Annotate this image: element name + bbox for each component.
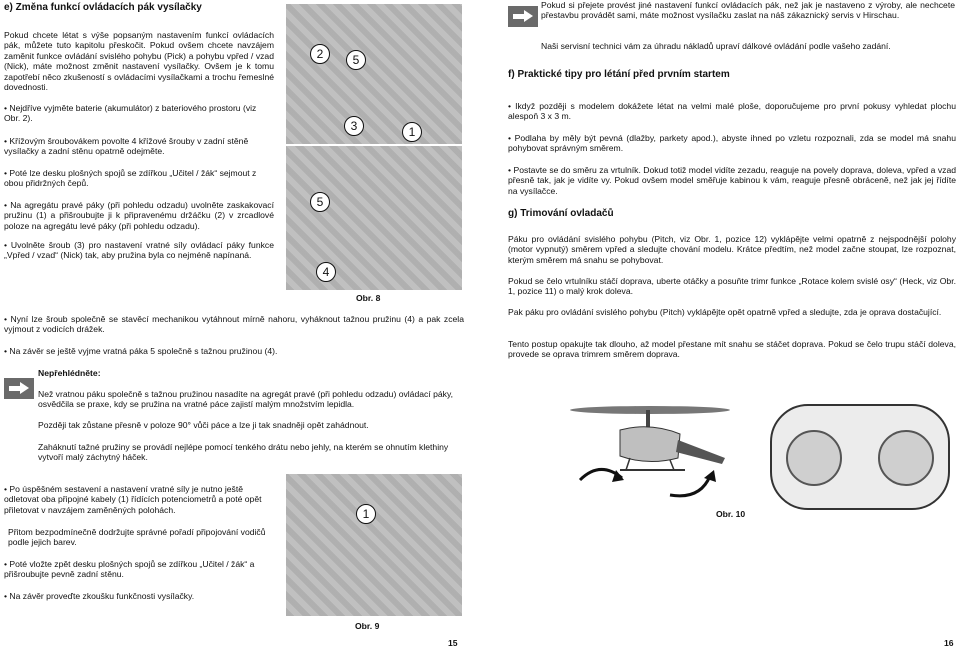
fig8-photo-top <box>286 4 462 144</box>
marker-2: 2 <box>310 44 330 64</box>
trim-para-1: Páku pro ovládání svislého pohybu (Pitch, viz Obr. 1, pozice 12) vyklápějte velmi opatrně z nejspodnější polohy (motor vypnutý) směrem vpřed a sledujte chování modelu. Krátce předtím, než model začne stoupat, lze rozpoznat, kterým směrem má snahu se pohybovat. <box>508 234 956 265</box>
trim-para-4: Tento postup opakujte tak dlouho, až model přestane mít snahu se stáčet doprava. Pokud se čelo trupu stáčí doleva, provede se oprava trimrem směrem doprava. <box>508 339 956 360</box>
note-title: Nepřehlédněte: <box>38 368 101 378</box>
trim-para-3: Pak páku pro ovládání svislého pohybu (Pitch) vyklápějte opět opatrně vpřed a sledujte, zda je oprava dostačující. <box>508 307 942 317</box>
bullet-loosen-screws: • Křížovým šroubovákem povolte 4 křížové šrouby v zadní stěně vysílačky a zadní stěnu opatrně odejměte. <box>4 136 249 157</box>
page-number-15: 15 <box>448 638 458 648</box>
wire-order-note: Přitom bezpodmínečně dodržujte správné pořadí připojování vodičů podle jejich barev. <box>8 527 266 548</box>
bullet-remove-pcb: • Poté lze desku plošných spojů se zdířkou „Učitel / žák“ sejmout z obou přidržných čepů. <box>4 168 257 189</box>
service-intro: Pokud si přejete provést jiné nastavení funkcí ovládacích pák, než jak je nastaveno z výroby, ale nechcete přestavbu provádět sami, máte možnost vysílačku zaslat na náš zákaznický servis v Hirschau. <box>541 0 955 21</box>
fig8-photo-bottom <box>286 146 462 290</box>
right-stick <box>878 430 934 486</box>
marker-1-fig9: 1 <box>356 504 376 524</box>
transmitter-illustration <box>770 404 950 510</box>
bullet-resolder: • Po úspěšném sestavení a nastavení vratné síly je nutno ještě odletovat oba připojné kabely (1) řídících potenciometrů a poté opět přiletovat v navzájem zaměněných polohách. <box>4 484 262 515</box>
bullet-screw-3: • Uvolněte šroub (3) pro nastavení vratné síly ovládací páky funkce „Vpřed / vzad“ (Nick) tak, aby pružina byla co nejméně napínaná. <box>4 240 274 261</box>
tip-floor: • Podlaha by měly být pevná (dlažby, parkety apod.), abyste ihned po vzletu rozpoznali, zda se model má snahu pohybovat správným směrem. <box>508 133 956 154</box>
fig8-caption: Obr. 8 <box>356 293 381 303</box>
bullet-remove-screw-mechanism: • Nyní lze šroub společně se stavěcí mechanikou vytáhnout mírně nahoru, vyháknout tažnou pružinu (4) a pak zcela vyjmout z vodicích drážek. <box>4 314 464 335</box>
fig9-caption: Obr. 9 <box>355 621 380 631</box>
marker-5: 5 <box>346 50 366 70</box>
note-arrow-icon <box>4 378 34 399</box>
marker-5-lower: 5 <box>310 192 330 212</box>
section-e-heading: e) Změna funkcí ovládacích pák vysílačky <box>4 2 202 13</box>
service-arrow-icon <box>508 6 538 27</box>
bullet-remove-lever: • Na závěr se ještě vyjme vratná páka 5 společně s tažnou pružinou (4). <box>4 346 278 356</box>
trim-para-2: Pokud se čelo vrtulníku stáčí doprava, uberte otáčky a posuňte trimr funkce „Rotace kolem svislé osy“ (Heck, viz Obr. 1, pozice 11) o malý krok doleva. <box>508 276 956 297</box>
fig10-caption: Obr. 10 <box>716 509 746 519</box>
service-note: Naši servisní technici vám za úhradu nákladů upraví dálkové ovládání podle vašeho zadání. <box>541 41 891 51</box>
bullet-remove-batteries: • Nejdříve vyjměte baterie (akumulátor) z bateriového prostoru (viz Obr. 2). <box>4 103 257 124</box>
bullet-reinsert-pcb: • Poté vložte zpět desku plošných spojů se zdířkou „Učitel / žák“ a přišroubujte pevně zadní stěnu. <box>4 559 255 580</box>
bullet-test: • Na závěr proveďte zkoušku funkčnosti vysílačky. <box>4 591 195 601</box>
marker-3: 3 <box>344 116 364 136</box>
tip-area: • Ikdyž později s modelem dokážete létat na velmi malé ploše, doporučujeme pro první pokusy vyhledat plochu alespoň 3 x 3 m. <box>508 101 956 122</box>
bullet-spring-move: • Na agregátu pravé páky (při pohledu odzadu) uvolněte zaskakovací pružinu (1) a přišroubujte ji k připravenému držáčku (2) v zrcadlové poloze na agregátu levé páky (při pohledu odzadu). <box>4 200 274 231</box>
page-number-16: 16 <box>944 638 954 648</box>
fig9-photo <box>286 474 462 616</box>
note-hook: Zaháknutí tažné pružiny se provádí nejlépe pomocí tenkého drátu nebo jehly, na kterém se ohnutím klethiny vytvoří malý záchytný háček. <box>38 442 449 463</box>
section-g-heading: g) Trimování ovladačů <box>508 208 614 219</box>
intro-paragraph: Pokud chcete létat s výše popsaným nastavením funkcí ovládacích pák, můžete tuto kapitolu přeskočit. Pokud ovšem chcete navzájem zaměnit funkce ovládání svislého pohybu (Pick) a pohybu vpřed / vzad (Nick), máte možnost změnit nastavení vysílačky. Ovšem je k tomu zapotřebí něco zkušeností s ovládacími vysílačkami a trochu řemeslné dovednosti. <box>4 30 274 93</box>
note-glue: Než vratnou páku společně s tažnou pružinou nasadíte na agregát pravé (při pohledu odzadu) ovládací páky, osvědčila se praxe, kdy se pružina na vratné páce zajistí malým množstvím lepidla. <box>38 389 453 410</box>
tip-position: • Postavte se do směru za vrtulník. Dokud totiž model vidíte zezadu, reaguje na povely doprava, doleva, vpřed a vzad přesně tak, jak je vidíte vy. Pokud ovšem model směřuje kabinou k vám, reaguje přesně obráceně, než jak jej řídíte na vysílačce. <box>508 165 956 196</box>
helicopter-illustration <box>560 400 730 510</box>
section-f-heading: f) Praktické tipy pro létání před prvním startem <box>508 69 730 80</box>
left-stick <box>786 430 842 486</box>
note-90deg: Později tak zůstane přesně v poloze 90° vůči páce a lze ji tak snadněji opět zahádnout. <box>38 420 369 430</box>
marker-4: 4 <box>316 262 336 282</box>
marker-1: 1 <box>402 122 422 142</box>
